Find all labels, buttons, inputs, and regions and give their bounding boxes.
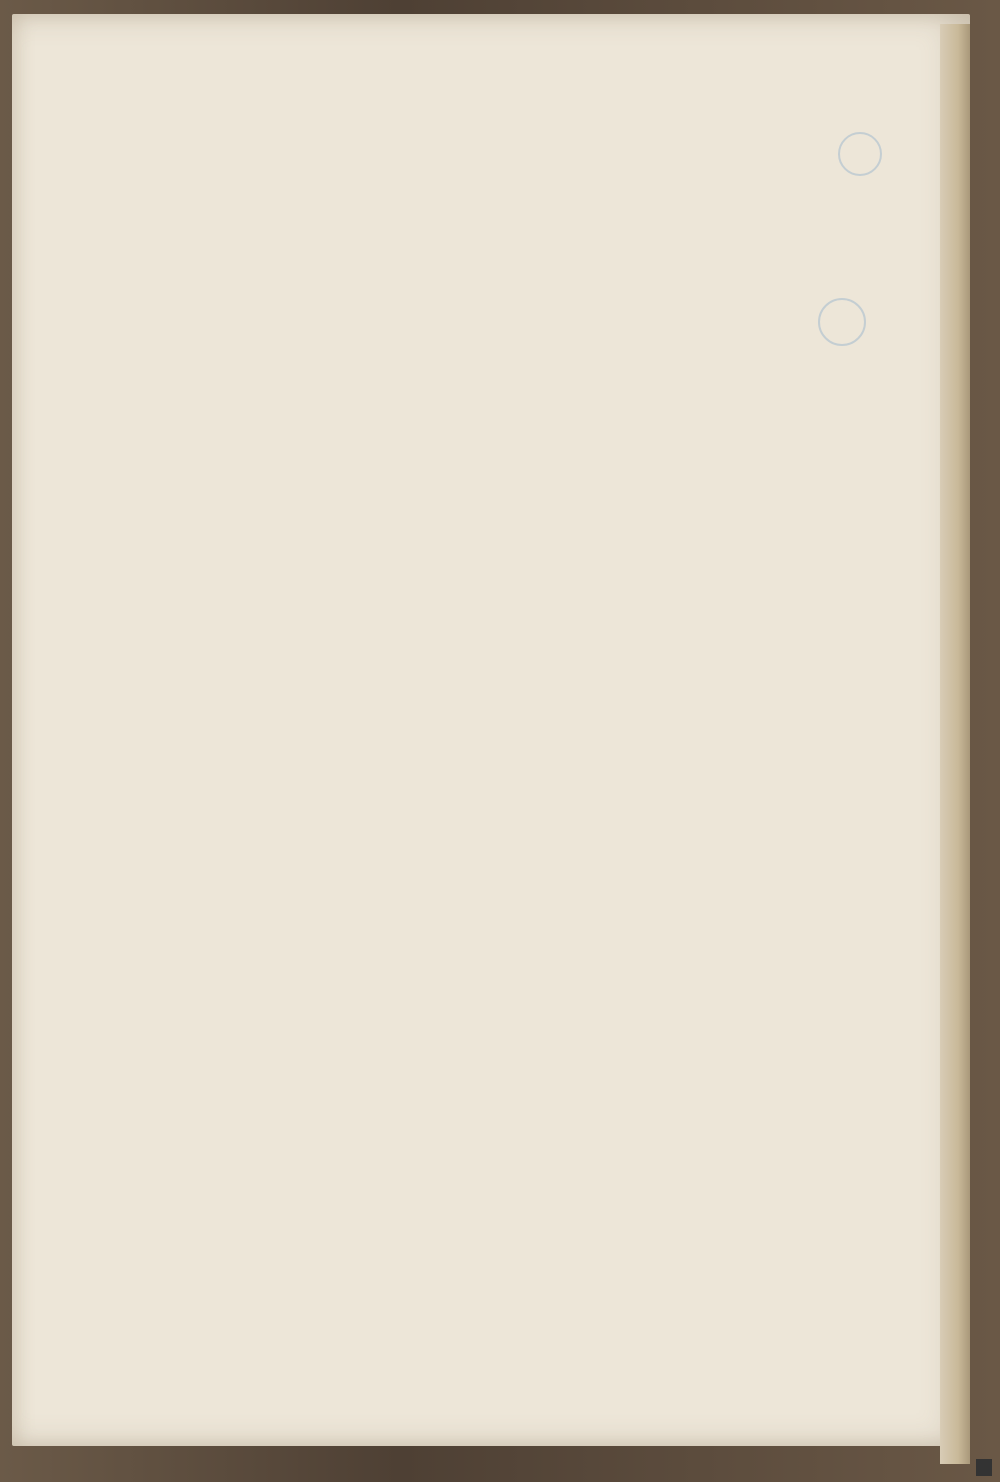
- book-page: [12, 14, 970, 1446]
- bleed-through-mark: [838, 132, 882, 176]
- bleed-through-mark: [818, 298, 866, 346]
- page-edge: [940, 24, 970, 1464]
- digitization-footer: [976, 1459, 992, 1476]
